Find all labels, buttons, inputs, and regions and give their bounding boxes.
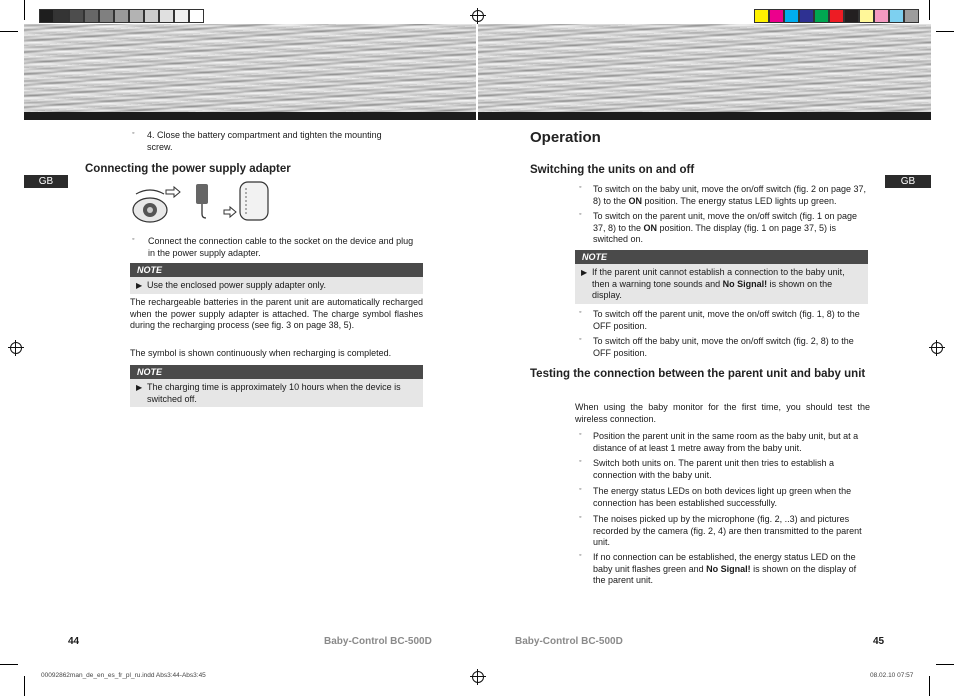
switch-step: To switch on the parent unit, move the on/off switch (fig. 1 on page 37, 8) to the ON position. The display (fig. 1 on page 37, 5) is switched on. (593, 211, 857, 244)
note-label: NOTE (575, 250, 868, 264)
section-heading-switching: Switching the units on and off (530, 164, 695, 176)
test-step: Position the parent unit in the same room as the baby unit, but at a distance of at least 1 metre away from the baby unit. (593, 431, 859, 453)
power-adapter-illustration (126, 180, 276, 224)
section-heading-testing: Testing the connection between the parent unit and baby unit (530, 368, 866, 380)
header-banner-left (24, 24, 476, 112)
bullet-icon: ◦ (579, 431, 582, 438)
bullet-icon: ◦ (579, 514, 582, 521)
baby-unit-camera-icon (133, 190, 167, 222)
test-intro-paragraph: When using the baby monitor for the first time, you should test the wireless connection. (575, 402, 870, 424)
header-rule-left (24, 112, 476, 120)
test-step: If no connection can be established, the energy status LED on the baby unit flashes green and No Signal! is shown on the display of the parent unit. (593, 552, 857, 585)
note-arrow-icon: ▶ (581, 268, 588, 277)
power-adapter-icon (196, 184, 208, 218)
trim-mark (0, 664, 18, 665)
page-number-right: 45 (873, 636, 885, 647)
note-text: The charging time is approximately 10 hours when the device is switched off. (147, 382, 401, 404)
note-arrow-icon: ▶ (136, 383, 143, 392)
bullet-icon: ◦ (579, 211, 582, 218)
symbol-paragraph: The symbol is shown continuously when recharging is completed. (130, 348, 392, 358)
parent-unit-icon (240, 182, 268, 220)
trim-mark (936, 664, 954, 665)
step-number: 4. (147, 130, 155, 140)
language-tab-left: GB (24, 175, 68, 188)
registration-mark-icon (472, 671, 484, 683)
plug-arrow-icon (224, 207, 236, 217)
note-box (130, 277, 423, 294)
header-banner-right (478, 24, 931, 112)
trim-mark (936, 31, 954, 32)
note-label: NOTE (130, 365, 423, 379)
bullet-icon: ◦ (132, 130, 135, 137)
page-title: Operation (530, 129, 601, 146)
bullet-icon: ◦ (579, 552, 582, 559)
test-step: Switch both units on. The parent unit then tries to establish a connection with the baby unit. (593, 458, 834, 480)
page-number-left: 44 (68, 636, 80, 647)
note-box (130, 379, 423, 407)
trim-mark (929, 676, 930, 696)
product-name-left: Baby-Control BC-500D (324, 636, 432, 647)
registration-mark-icon (472, 10, 484, 22)
switch-off-step: To switch off the baby unit, move the on/off switch (fig. 2, 8) to the OFF position. (593, 336, 854, 358)
trim-mark (929, 0, 930, 20)
step-item (147, 130, 407, 153)
bullet-icon: ◦ (579, 184, 582, 191)
product-name-right: Baby-Control BC-500D (515, 636, 623, 647)
step-text: Close the battery compartment and tighten the mounting screw. (147, 130, 382, 152)
test-step: The energy status LEDs on both devices light up green when the connection has been established successfully. (593, 486, 852, 508)
switch-step: To switch on the baby unit, move the on/off switch (fig. 2 on page 37, 8) to the ON position. The energy status LED lights up green. (593, 184, 866, 206)
bullet-icon: ◦ (579, 309, 582, 316)
charge-paragraph: The rechargeable batteries in the parent unit are automatically recharged when the power supply adapter is attached. The charge symbol flashes during the recharging process (see fig. 3 on page 38, 5). (130, 297, 423, 330)
connect-step-text: Connect the connection cable to the socket on the device and plug in the power supply adapter. (148, 236, 414, 258)
header-rule-right (478, 112, 931, 120)
print-date-info: 08.02.10 07:57 (870, 672, 914, 679)
registration-mark-icon (10, 342, 22, 354)
note-arrow-icon: ▶ (136, 281, 143, 290)
note-box: ▶ If the parent unit cannot establish a connection to the baby unit, then a warning tone sounds and No Signal! is shown on the display. (575, 264, 868, 304)
trim-mark (24, 0, 25, 20)
bullet-icon: ◦ (579, 486, 582, 493)
note-text: Use the enclosed power supply adapter only. (147, 280, 326, 290)
print-file-info: 00092862man_de_en_es_fr_pl_ru.indd Abs3:44-Abs3:45 (41, 672, 206, 679)
switch-off-step: To switch off the parent unit, move the on/off switch (fig. 1, 8) to the OFF position. (593, 309, 860, 331)
plug-arrow-icon (166, 187, 180, 197)
test-step: The noises picked up by the microphone (fig. 2, ..3) and pictures recorded by the camera (fig. 2, 4) are then transmitted to the parent unit. (593, 514, 862, 547)
section-heading-power: Connecting the power supply adapter (85, 163, 291, 175)
registration-mark-icon (931, 342, 943, 354)
bullet-icon: ◦ (579, 458, 582, 465)
bullet-icon: ◦ (579, 336, 582, 343)
language-tab-right: GB (885, 175, 931, 188)
trim-mark (0, 31, 18, 32)
note-label: NOTE (130, 263, 423, 277)
bullet-icon: ◦ (132, 236, 135, 243)
trim-mark (24, 676, 25, 696)
